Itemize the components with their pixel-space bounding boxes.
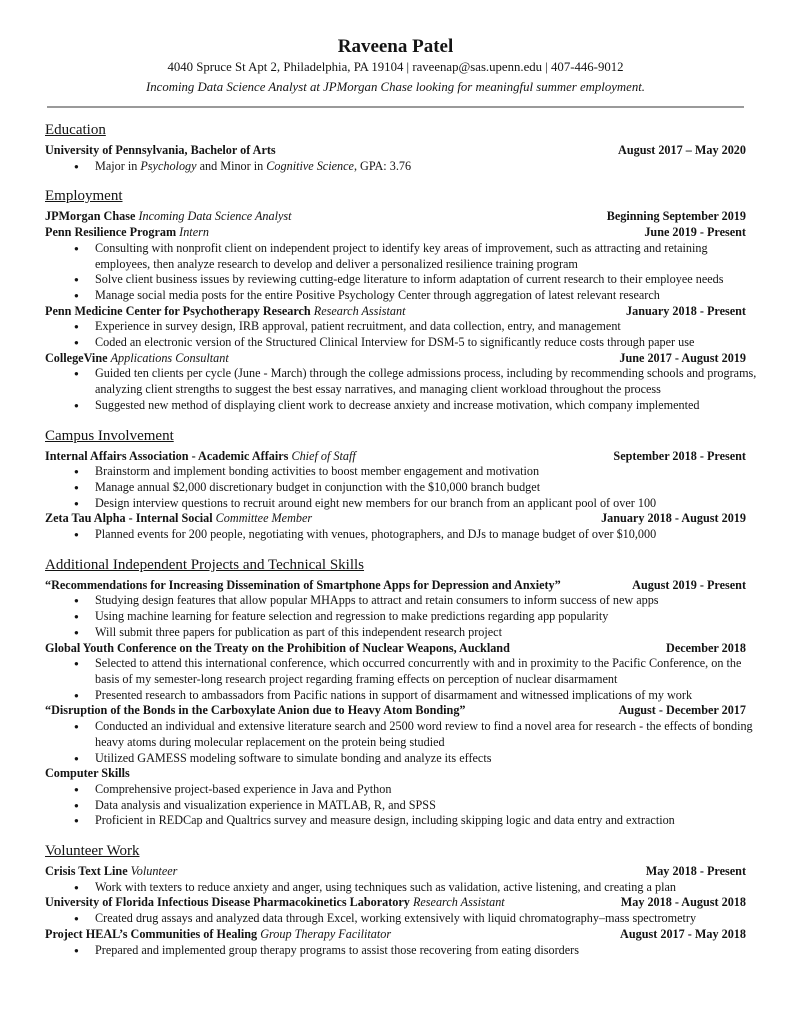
bullet-list <box>45 593 746 640</box>
bullet-text: and Minor in <box>196 158 267 173</box>
entry-header <box>45 143 746 159</box>
bullet-item: ● Will submit three papers for publication as part of this independent research project <box>45 625 758 641</box>
bullet-item: ● Work with texters to reduce anxiety and anger, using techniques such as validation, active listening, and creating a plan <box>45 880 758 896</box>
bullet-item: ● Guided ten clients per cycle (June - March) through the college admissions process, including by recommending schools and programs, analyzing client strengths to suggest the best essay narratives, and managing client workload throughout the process <box>45 366 758 397</box>
entry-header <box>45 641 746 657</box>
bullet-item: ● Proficient in REDCap and Qualtrics survey and measure design, including skipping logic and data entry and extraction <box>45 813 758 829</box>
entry-role: Committee Member <box>215 511 313 526</box>
bullet-list <box>45 527 746 543</box>
entry-title: Internal Affairs Association - Academic Affairs <box>45 448 289 463</box>
entry-role: Applications Consultant <box>110 350 229 365</box>
bullet-item: ● Design interview questions to recruit around eight new members for our branch from an applicant pool of over 100 <box>45 496 758 512</box>
entry-date: August 2017 – May 2020 <box>618 143 746 157</box>
entry-title-role <box>45 225 209 241</box>
resume-sections <box>45 121 757 958</box>
bullet-text: Major in <box>95 158 141 173</box>
entry-date: Beginning September 2019 <box>606 209 746 224</box>
entry-title: Computer Skills <box>45 766 130 781</box>
entry-role: Group Therapy Facilitator <box>260 926 392 941</box>
entry-title: University of Florida Infectious Disease Pharmacokinetics Laboratory <box>45 895 410 910</box>
section-title: Additional Independent Projects and Technical Skills <box>45 556 365 573</box>
bullet-item: ● Experience in survey design, IRB approval, patient recruitment, and data collection, entry, and management <box>45 319 758 335</box>
contact-line: 4040 Spruce St Apt 2, Philadelphia, PA 19104 | raveenap@sas.upenn.edu | 407-446-9012 <box>167 60 624 74</box>
entry-header <box>45 578 746 594</box>
entry-title: Crisis Text Line <box>45 864 128 879</box>
bullet-list <box>45 319 746 350</box>
bullet-item: ● Data analysis and visualization experience in MATLAB, R, and SPSS <box>45 798 758 814</box>
entry-title: CollegeVine <box>45 350 108 365</box>
entry-role: Intern <box>179 225 209 240</box>
entry-date: August 2019 - Present <box>632 577 746 592</box>
entry-title: JPMorgan Chase <box>45 209 136 224</box>
entry-title-role <box>45 895 505 911</box>
entry-date: June 2017 - August 2019 <box>619 350 746 365</box>
entry-title: Global Youth Conference on the Treaty on the Prohibition of Nuclear Weapons, Auckland <box>45 640 510 655</box>
entry-title-role <box>45 766 130 782</box>
bullet-list <box>45 656 746 703</box>
entry-header <box>45 304 746 320</box>
entry-header <box>45 864 746 880</box>
bullet-item: ● Solve client business issues by reviewing cutting-edge literature to inform adaptation of current research to their employee needs <box>45 272 758 288</box>
entry-title: “Recommendations for Increasing Dissemination of Smartphone Apps for Depression and Anxiety” <box>45 577 561 592</box>
entry-role: Incoming Data Science Analyst <box>138 209 292 224</box>
resume-header <box>45 36 746 96</box>
entry-header <box>45 351 746 367</box>
entry-title-role <box>45 143 276 159</box>
entry-title: Penn Resilience Program <box>45 225 177 240</box>
person-name: Raveena Patel <box>337 36 454 57</box>
bullet-item: ● Brainstorm and implement bonding activities to boost member engagement and motivation <box>45 464 758 480</box>
bullet-list <box>45 241 746 304</box>
bullet-list <box>45 782 746 829</box>
bullet-item: ● Consulting with nonprofit client on independent project to identify key areas of improvement, such as attracting and retaining employees, then analyze research to develop and deliver a personalized resilience training program <box>45 241 758 272</box>
bullet-item: ● Created drug assays and analyzed data through Excel, working extensively with liquid chromatography–mass spectrometry <box>45 911 758 927</box>
bullet-item: ● Suggested new method of displaying client work to decrease anxiety and increase motivation, which company implemented <box>45 398 758 414</box>
entry-title-role <box>45 304 406 320</box>
bullet-list <box>45 880 746 896</box>
entry-date: August - December 2017 <box>618 703 746 718</box>
bullet-item: ● Planned events for 200 people, negotiating with venues, photographers, and DJs to manage budget of over $10,000 <box>45 527 758 543</box>
bullet-italic-text: Cognitive Science <box>266 158 354 173</box>
entry-title: Penn Medicine Center for Psychotherapy Research <box>45 303 311 318</box>
section-education <box>45 121 746 174</box>
entry-title-role <box>45 578 561 594</box>
section-volunteer-work <box>45 842 746 958</box>
entry-header <box>45 927 746 943</box>
bullet-item: ● Using machine learning for feature selection and regression to make predictions regarding app popularity <box>45 609 758 625</box>
entry-header <box>45 511 746 527</box>
entry-date: May 2018 - Present <box>645 864 746 879</box>
bullet-item: ● Comprehensive project-based experience in Java and Python <box>45 782 758 798</box>
bullet-item: ● Prepared and implemented group therapy programs to assist those recovering from eating disorders <box>45 943 758 959</box>
bullet-list <box>45 911 746 927</box>
bullet-item: ● Selected to attend this international conference, which occurred concurrently with and in proximity to the Pacific Conference, on the basis of my semester-long research project regarding framing effects on perception of nuclear disarmament <box>45 656 758 687</box>
bullet-item: ● Manage social media posts for the entire Positive Psychology Center through aggregation of latest relevant research <box>45 288 758 304</box>
entry-title-role <box>45 641 510 657</box>
entry-title-role <box>45 351 229 367</box>
entry-date: June 2019 - Present <box>644 225 746 240</box>
section-additional-independent-projects-and-tech <box>45 556 753 829</box>
bullet-list <box>45 943 746 959</box>
bullet-item <box>45 159 758 175</box>
section-employment <box>45 187 757 413</box>
entry-title-role <box>45 927 391 943</box>
entry-header <box>45 449 746 465</box>
bullet-list <box>45 464 746 511</box>
bullet-italic-text: Psychology <box>140 158 197 173</box>
entry-title: “Disruption of the Bonds in the Carboxylate Anion due to Heavy Atom Bonding” <box>45 703 466 718</box>
bullet-text: , GPA: 3.76 <box>353 158 412 173</box>
entry-role: Volunteer <box>130 864 178 879</box>
section-title: Campus Involvement <box>45 427 174 444</box>
entry-role: Research Assistant <box>313 303 406 318</box>
bullet-item: ● Studying design features that allow popular MHApps to attract and retain consumers to inform success of new apps <box>45 593 758 609</box>
entry-title: University of Pennsylvania, Bachelor of Arts <box>45 143 276 157</box>
entry-date: September 2018 - Present <box>613 448 746 463</box>
entry-date: December 2018 <box>666 640 746 655</box>
bullet-item: ● Presented research to ambassadors from Pacific nations in support of disarmament and witnessed implications of my work <box>45 688 758 704</box>
header-divider <box>47 106 744 108</box>
bullet-list <box>45 719 753 766</box>
bullet-item: ● Utilized GAMESS modeling software to simulate bonding and analyze its effects <box>45 751 758 767</box>
entry-header <box>45 766 746 782</box>
entry-title-role <box>45 209 292 225</box>
entry-role: Research Assistant <box>412 895 505 910</box>
entry-title-role <box>45 511 312 527</box>
section-title: Employment <box>45 188 123 205</box>
entry-header <box>45 895 746 911</box>
objective-tagline: Incoming Data Science Analyst at JPMorgan Chase looking for meaningful summer employment. <box>146 80 645 94</box>
section-title: Volunteer Work <box>45 843 140 860</box>
entry-header <box>45 209 746 225</box>
bullet-item: ● Coded an electronic version of the Structured Clinical Interview for DSM-5 to significantly reduce costs through paper use <box>45 335 758 351</box>
entry-header <box>45 225 746 241</box>
entry-title: Zeta Tau Alpha - Internal Social <box>45 511 213 526</box>
section-title: Education <box>45 122 106 138</box>
entry-date: May 2018 - August 2018 <box>620 895 746 910</box>
bullet-item: ● Conducted an individual and extensive literature search and 2500 word review to find a novel area for research - the effects of bonding heavy atoms during molecular replacement on the protein being studied <box>45 719 758 750</box>
entry-date: January 2018 - Present <box>626 303 746 318</box>
entry-date: August 2017 - May 2018 <box>620 926 746 941</box>
entry-role: Chief of Staff <box>291 448 356 463</box>
entry-header <box>45 703 746 719</box>
bullet-list <box>45 159 746 175</box>
entry-title-role <box>45 864 177 880</box>
entry-title: Project HEAL’s Communities of Healing <box>45 926 258 941</box>
bullet-list <box>45 366 757 413</box>
entry-title-role <box>45 703 466 719</box>
entry-title-role <box>45 449 356 465</box>
section-campus-involvement <box>45 427 746 543</box>
entry-date: January 2018 - August 2019 <box>601 511 746 526</box>
bullet-item: ● Manage annual $2,000 discretionary budget in conjunction with the $10,000 branch budget <box>45 480 758 496</box>
